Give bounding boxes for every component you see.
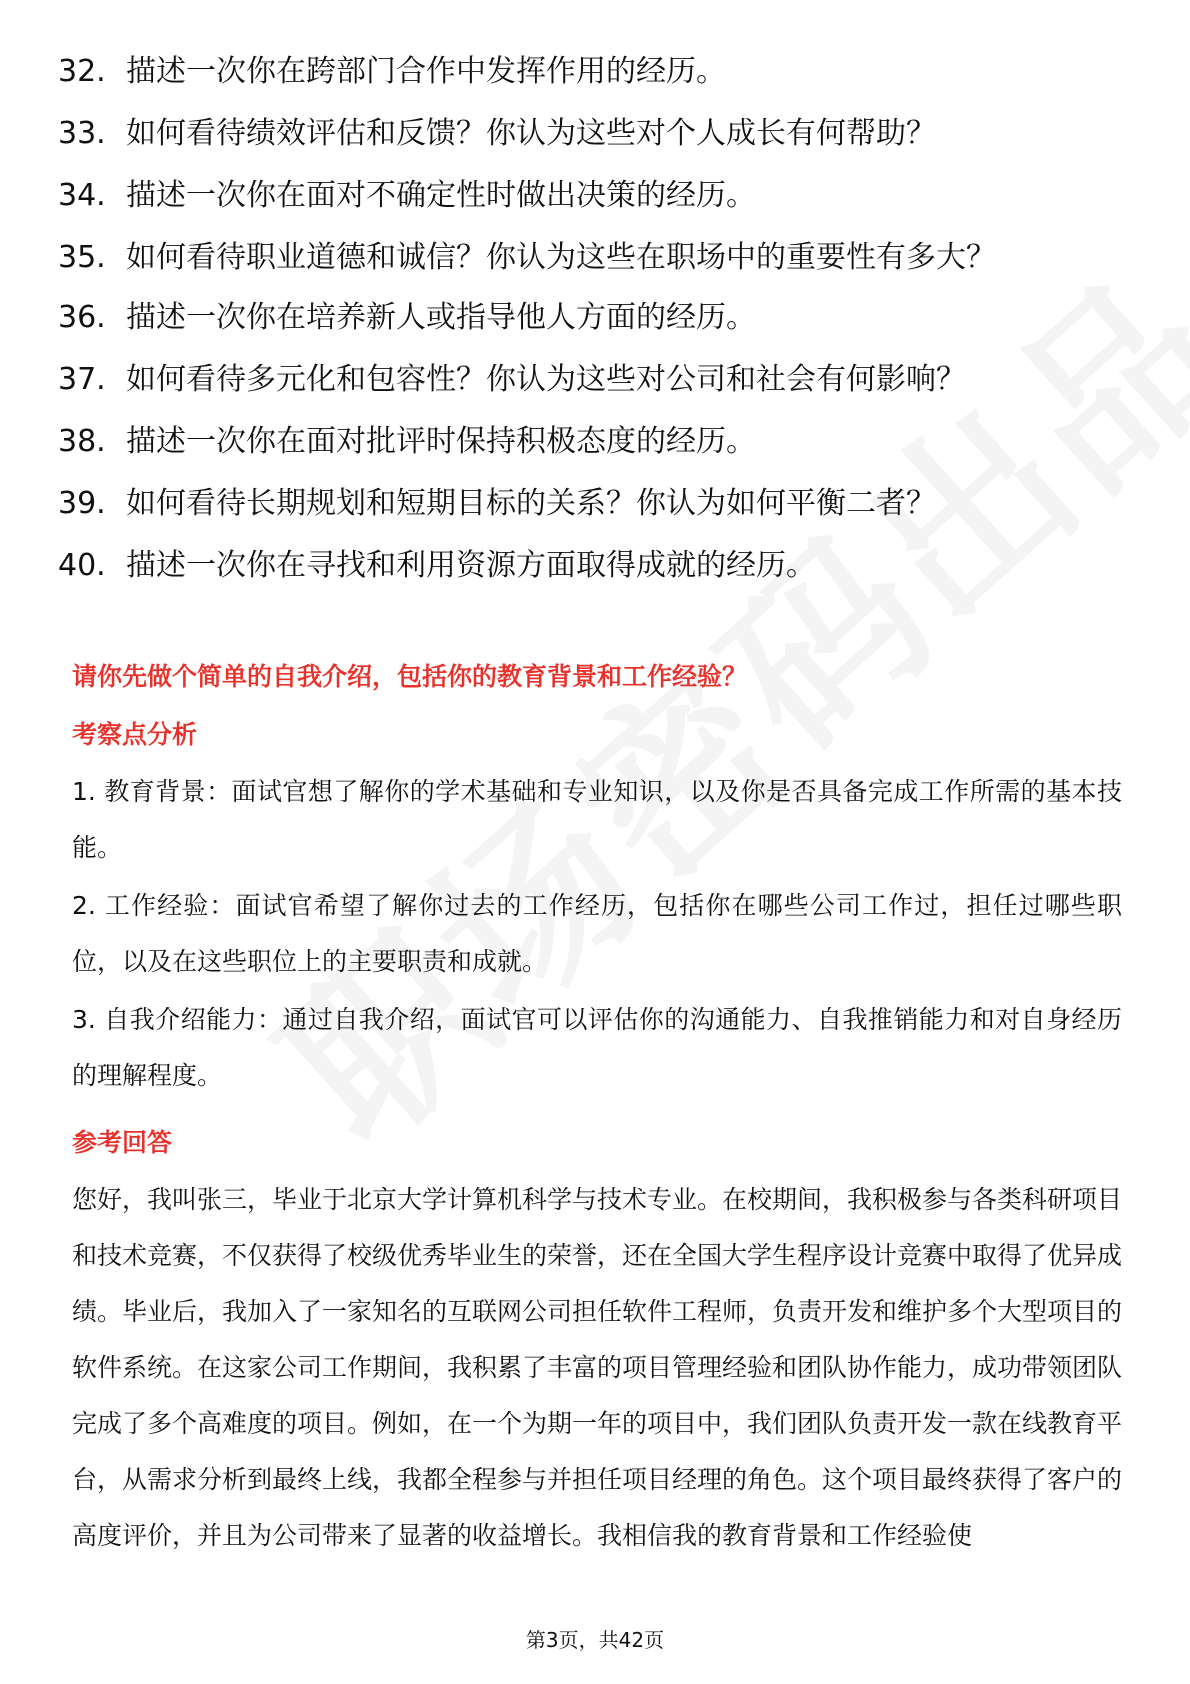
question-text: 描述一次你在跨部门合作中发挥作用的经历。 xyxy=(126,54,726,89)
analysis-point: 1. 教育背景：面试官想了解你的学术基础和专业知识，以及你是否具备完成工作所需的基本技能。 xyxy=(72,777,1122,862)
question-number: 36. xyxy=(58,300,106,335)
analysis-point: 3. 自我介绍能力：通过自我介绍，面试官可以评估你的沟通能力、自我推销能力和对自身经历的理解程度。 xyxy=(72,1005,1122,1090)
question-list xyxy=(58,52,1128,608)
list-item xyxy=(58,484,1128,524)
question-text: 如何看待职业道德和诚信？你认为这些在职场中的重要性有多大？ xyxy=(126,240,996,275)
page-number: 第3页，共42页 xyxy=(525,1628,665,1652)
answer-heading: 参考回答 xyxy=(72,1128,173,1157)
question-number: 40. xyxy=(58,548,106,583)
list-item xyxy=(58,238,1128,278)
question-text: 如何看待多元化和包容性？你认为这些对公司和社会有何影响？ xyxy=(126,362,966,397)
list-item xyxy=(58,546,1128,586)
section-title: 请你先做个简单的自我介绍，包括你的教育背景和工作经验？ xyxy=(72,662,748,691)
question-text: 描述一次你在面对批评时保持积极态度的经历。 xyxy=(126,424,756,459)
question-number: 38. xyxy=(58,424,106,459)
list-item xyxy=(58,114,1128,154)
question-text: 如何看待长期规划和短期目标的关系？你认为如何平衡二者？ xyxy=(126,486,936,521)
analysis-heading: 考察点分析 xyxy=(72,720,198,749)
question-number: 34. xyxy=(58,178,106,213)
question-text: 描述一次你在寻找和利用资源方面取得成就的经历。 xyxy=(126,548,816,583)
list-item xyxy=(58,298,1128,338)
list-item xyxy=(58,176,1128,216)
analysis-point: 2. 工作经验：面试官希望了解你过去的工作经历，包括你在哪些公司工作过，担任过哪些职位，以及在这些职位上的主要职责和成就。 xyxy=(72,891,1122,976)
interview-question-section xyxy=(72,660,1122,1566)
question-number: 37. xyxy=(58,362,106,397)
question-text: 描述一次你在面对不确定性时做出决策的经历。 xyxy=(126,178,756,213)
question-number: 39. xyxy=(58,486,106,521)
list-item xyxy=(58,360,1128,400)
answer-paragraph: 您好，我叫张三，毕业于北京大学计算机科学与技术专业。在校期间，我积极参与各类科研项目和技术竞赛，不仅获得了校级优秀毕业生的荣誉，还在全国大学生程序设计竞赛中取得了优异成绩。毕业后，我加入了一家知名的互联网公司担任软件工程师，负责开发和维护多个大型项目的软件系统。在这家公司工作期间，我积累了丰富的项目管理经验和团队协作能力，成功带领团队完成了多个高难度的项目。例如，在一个为期一年的项目中，我们团队负责开发一款在线教育平台，从需求分析到最终上线，我都全程参与并担任项目经理的角色。这个项目最终获得了客户的高度评价，并且为公司带来了显著的收益增长。我相信我的教育背景和工作经验使 xyxy=(72,1185,1123,1550)
question-text: 描述一次你在培养新人或指导他人方面的经历。 xyxy=(126,300,756,335)
question-text: 如何看待绩效评估和反馈？你认为这些对个人成长有何帮助？ xyxy=(126,116,936,151)
question-number: 35. xyxy=(58,240,106,275)
question-number: 33. xyxy=(58,116,106,151)
list-item xyxy=(58,52,1128,92)
question-number: 32. xyxy=(58,54,106,89)
list-item xyxy=(58,422,1128,462)
